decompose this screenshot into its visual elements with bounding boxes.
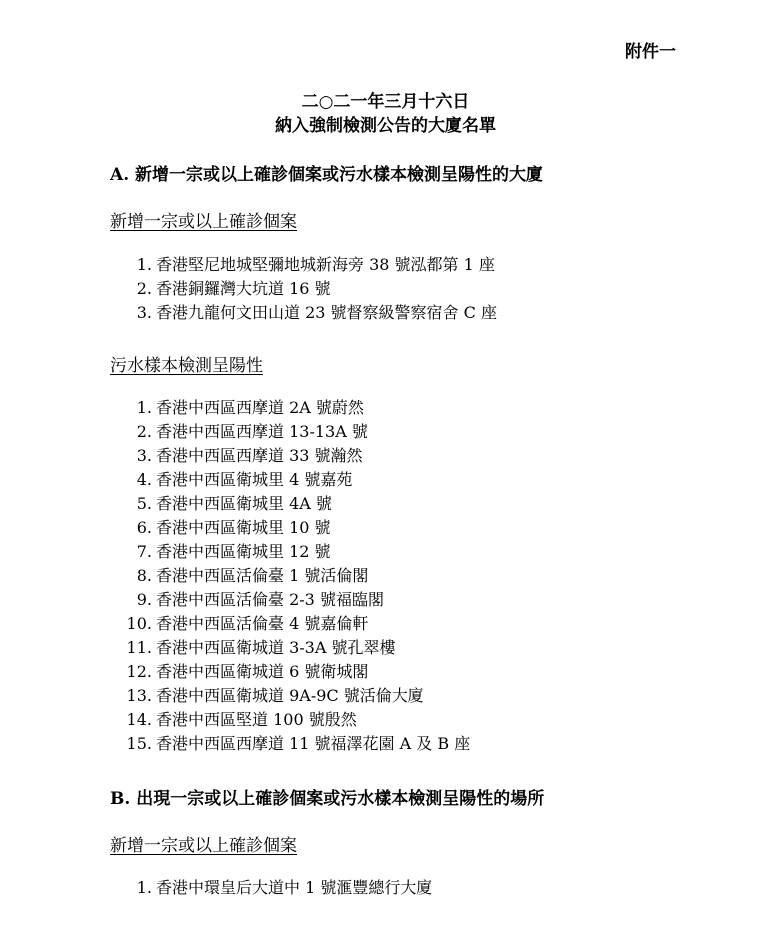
list-item-number: 12.: [126, 662, 152, 681]
section-a-sewage-list: [110, 396, 470, 756]
document-date: 二○二一年三月十六日: [301, 92, 470, 112]
list-item-number: 6.: [136, 518, 152, 537]
list-item-number: 15.: [126, 734, 152, 753]
list-item-number: 5.: [136, 494, 152, 513]
section-a-heading: A. 新增一宗或以上確診個案或污水樣本檢測呈陽性的大廈: [110, 165, 544, 185]
list-item: [110, 516, 470, 540]
document-title: 納入強制檢測公告的大廈名單: [275, 116, 496, 136]
list-item: [110, 468, 470, 492]
list-item-text: 香港中西區西摩道 33 號瀚然: [156, 446, 363, 465]
list-item: [110, 253, 497, 277]
list-item-number: 9.: [136, 590, 152, 609]
list-item: [110, 732, 470, 756]
list-item-number: 1.: [136, 398, 152, 417]
list-item-text: 香港中西區活倫臺 2-3 號福臨閣: [156, 590, 384, 609]
list-item: [110, 540, 470, 564]
section-a-confirmed-subheading: 新增一宗或以上確診個案: [110, 212, 297, 232]
list-item-number: 2.: [136, 279, 152, 298]
list-item-text: 香港中環皇后大道中 1 號滙豐總行大廈: [156, 878, 433, 897]
list-item-text: 香港中西區西摩道 13-13A 號: [156, 422, 368, 441]
list-item: [110, 420, 470, 444]
list-item-number: 3.: [136, 446, 152, 465]
list-item: [110, 660, 470, 684]
list-item: [110, 708, 470, 732]
list-item-text: 香港中西區衛城道 9A-9C 號活倫大廈: [156, 686, 424, 705]
section-b-heading: B. 出現一宗或以上確診個案或污水樣本檢測呈陽性的場所: [110, 789, 545, 809]
list-item-text: 香港中西區衛城里 12 號: [156, 542, 331, 561]
list-item: [110, 612, 470, 636]
list-item: [110, 492, 470, 516]
annex-label: 附件一: [625, 42, 676, 62]
section-a-sewage-subheading: 污水樣本檢測呈陽性: [110, 356, 263, 376]
list-item-text: 香港中西區堅道 100 號殷然: [156, 710, 357, 729]
list-item-text: 香港中西區衛城里 4A 號: [156, 494, 332, 513]
section-b-confirmed-list: [110, 876, 432, 900]
list-item-text: 香港中西區西摩道 11 號福澤花園 A 及 B 座: [156, 734, 471, 753]
list-item-number: 1.: [136, 255, 152, 274]
list-item-text: 香港中西區衛城道 6 號衛城閣: [156, 662, 369, 681]
section-a-confirmed-list: [110, 253, 497, 325]
list-item-text: 香港中西區衛城里 4 號嘉苑: [156, 470, 353, 489]
list-item-text: 香港九龍何文田山道 23 號督察級警察宿舍 C 座: [156, 303, 497, 322]
list-item-text: 香港中西區衛城道 3-3A 號孔翠樓: [156, 638, 396, 657]
list-item: [110, 301, 497, 325]
list-item-number: 10.: [126, 614, 152, 633]
list-item: [110, 588, 470, 612]
list-item-number: 1.: [136, 878, 152, 897]
list-item: [110, 876, 432, 900]
list-item-number: 2.: [136, 422, 152, 441]
list-item-text: 香港銅鑼灣大坑道 16 號: [156, 279, 331, 298]
list-item-number: 3.: [136, 303, 152, 322]
list-item-number: 4.: [136, 470, 152, 489]
list-item-number: 8.: [136, 566, 152, 585]
list-item: [110, 684, 470, 708]
list-item: [110, 396, 470, 420]
list-item: [110, 444, 470, 468]
list-item-text: 香港中西區衛城里 10 號: [156, 518, 331, 537]
list-item-text: 香港中西區活倫臺 1 號活倫閣: [156, 566, 369, 585]
list-item-number: 11.: [126, 638, 152, 657]
list-item-number: 14.: [126, 710, 152, 729]
list-item-number: 13.: [126, 686, 152, 705]
list-item-text: 香港中西區活倫臺 4 號嘉倫軒: [156, 614, 369, 633]
list-item-number: 7.: [136, 542, 152, 561]
list-item: [110, 277, 497, 301]
list-item: [110, 636, 470, 660]
list-item-text: 香港中西區西摩道 2A 號蔚然: [156, 398, 364, 417]
list-item: [110, 564, 470, 588]
section-b-confirmed-subheading: 新增一宗或以上確診個案: [110, 836, 297, 856]
list-item-text: 香港堅尼地城堅彌地城新海旁 38 號泓都第 1 座: [156, 255, 495, 274]
